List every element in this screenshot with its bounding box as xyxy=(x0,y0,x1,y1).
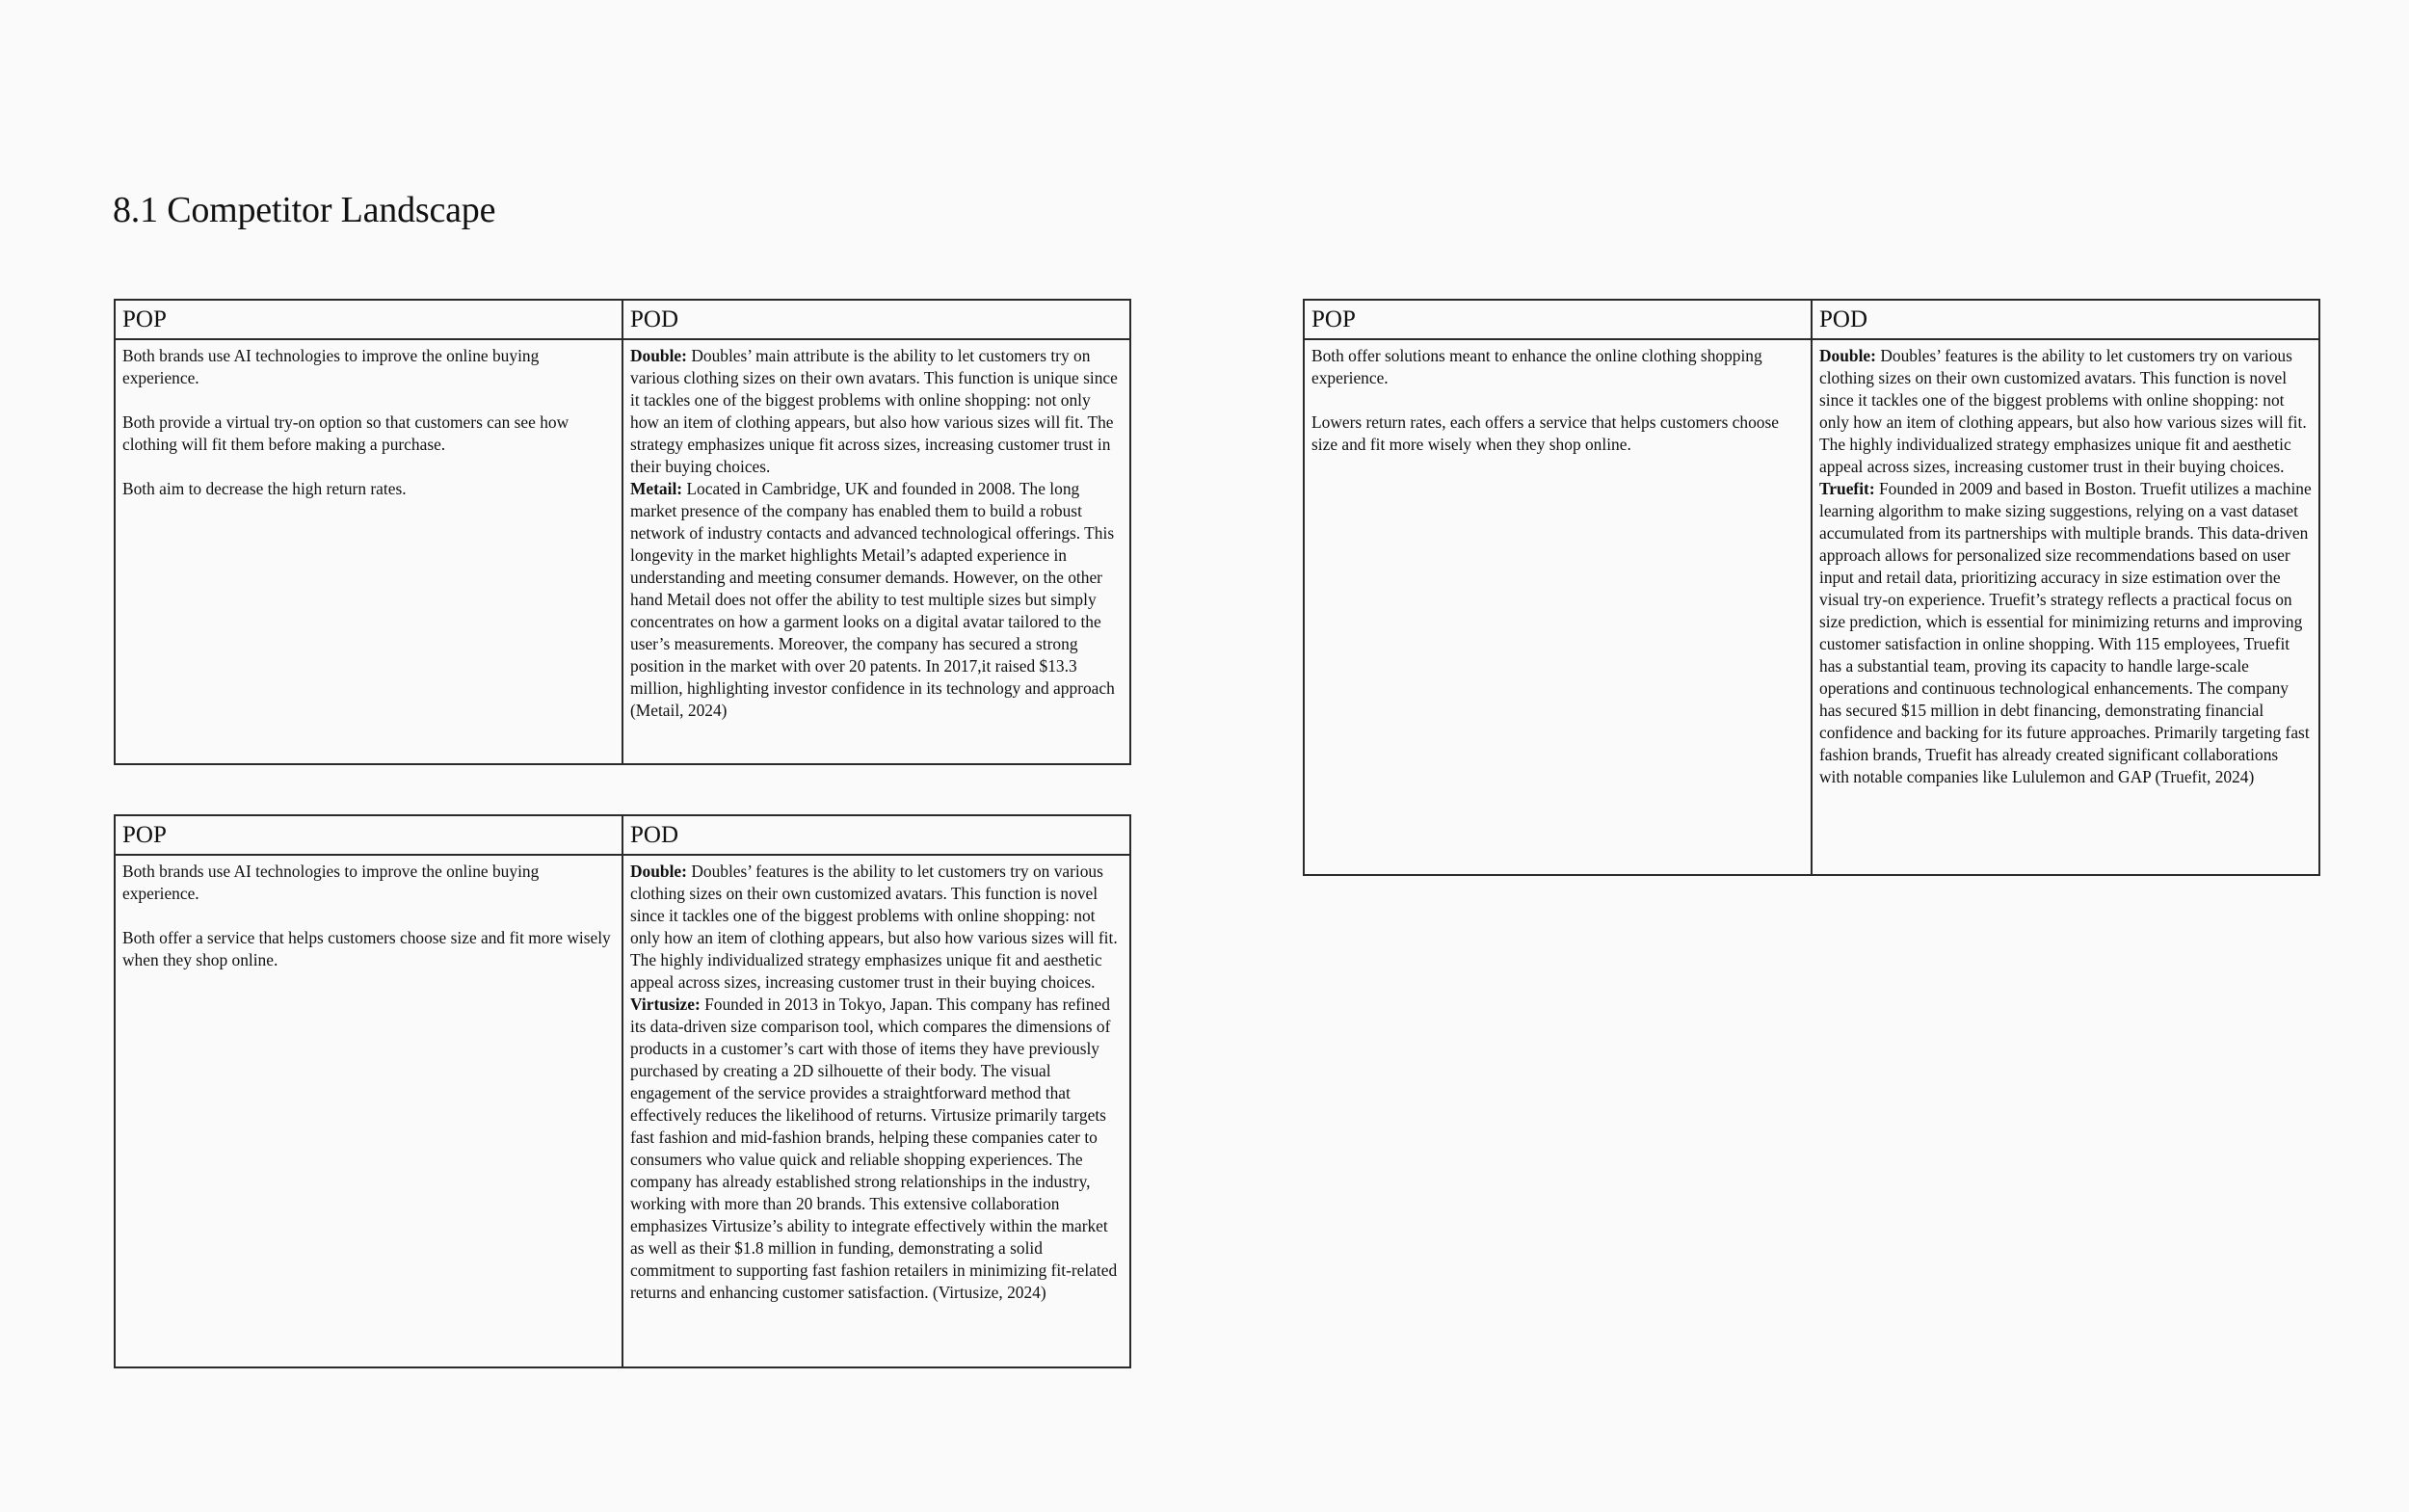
table-header-row xyxy=(115,815,1130,855)
pod-double-text: Doubles’ features is the ability to let customers try on various clothing sizes on their own customized avatars. This function is novel since it tackles one of the biggest problems with online shopping: not only how an item of clothing appears, but also how various sizes will fit. The highly individualized strategy emphasizes unique fit and aesthetic appeal across sizes, increasing customer trust in their buying choices. xyxy=(630,862,1118,992)
pod-double-label: Double: xyxy=(1819,346,1876,365)
pod-competitor-text: Founded in 2013 in Tokyo, Japan. This company has refined its data-driven size comparison tool, which compares the dimensions of products in a customer’s cart with those of items they have previously purchased by creating a 2D silhouette of their body. The visual engagement of the service provides a straightforward method that effectively reduces the likelihood of returns. Virtusize primarily targets fast fashion and mid-fashion brands, helping these companies cater to consumers who value quick and reliable shopping experiences. The company has already established strong relationships in the industry, working with more than 20 brands. This extensive collaboration emphasizes Virtusize’s ability to integrate effectively within the market as well as their $1.8 million in funding, demonstrating a solid commitment to supporting fast fashion retailers in minimizing fit-related returns and enhancing customer satisfaction. (Virtusize, 2024) xyxy=(630,995,1118,1302)
pod-competitor-paragraph xyxy=(630,478,1123,722)
pop-cell xyxy=(115,855,622,1367)
pop-cell xyxy=(1304,339,1812,875)
table-row xyxy=(1304,339,2319,875)
pop-cell xyxy=(115,339,622,764)
pod-double-label: Double: xyxy=(630,862,687,881)
comparison-table-metail xyxy=(114,299,1131,765)
pop-paragraph: Both brands use AI technologies to improve the online buying experience. xyxy=(122,346,540,387)
pod-competitor-paragraph xyxy=(1819,478,2312,788)
pop-paragraph: Both provide a virtual try-on option so that customers can see how clothing will fit them before making a purchase. xyxy=(122,412,569,454)
pod-competitor-paragraph xyxy=(630,994,1123,1304)
pod-competitor-text: Founded in 2009 and based in Boston. Truefit utilizes a machine learning algorithm to make sizing suggestions, relying on a vast dataset accumulated from its partnerships with multiple brands. This data-driven approach allows for personalized size recommendations based on user input and retail data, prioritizing accuracy in size estimation over the visual try-on experience. Truefit’s strategy reflects a practical focus on size prediction, which is essential for minimizing returns and improving customer satisfaction in online shopping. With 115 employees, Truefit has a substantial team, proving its capacity to handle large-scale operations and continuous technological enhancements. The company has secured $15 million in debt financing, demonstrating financial confidence and backing for its future approaches. Primarily targeting fast fashion brands, Truefit has already created significant collaborations with notable companies like Lululemon and GAP (Truefit, 2024) xyxy=(1819,479,2312,786)
pod-double-label: Double: xyxy=(630,346,687,365)
comparison-table-virtusize xyxy=(114,814,1131,1368)
pod-competitor-label: Virtusize: xyxy=(630,995,701,1014)
pop-paragraph: Both offer solutions meant to enhance the online clothing shopping experience. xyxy=(1311,346,1762,387)
page-title: 8.1 Competitor Landscape xyxy=(113,190,496,230)
pod-cell xyxy=(622,339,1130,764)
pod-cell xyxy=(622,855,1130,1367)
pop-header: POP xyxy=(1304,300,1812,339)
pod-double-paragraph xyxy=(630,861,1123,994)
table-header-row xyxy=(1304,300,2319,339)
pod-double-text: Doubles’ features is the ability to let customers try on various clothing sizes on their own customized avatars. This function is novel since it tackles one of the biggest problems with online shopping: not only how an item of clothing appears, but also how various sizes will fit. The highly individualized strategy emphasizes unique fit and aesthetic appeal across sizes, increasing customer trust in their buying choices. xyxy=(1819,346,2307,476)
pod-header: POD xyxy=(622,300,1130,339)
pod-header: POD xyxy=(1812,300,2319,339)
pop-paragraph: Lowers return rates, each offers a service that helps customers choose size and fit more wisely when they shop online. xyxy=(1311,412,1779,454)
table-header-row xyxy=(115,300,1130,339)
pod-header: POD xyxy=(622,815,1130,855)
pod-competitor-label: Truefit: xyxy=(1819,479,1875,498)
pod-double-paragraph xyxy=(630,345,1123,478)
pop-paragraph: Both aim to decrease the high return rates. xyxy=(122,479,407,498)
pop-header: POP xyxy=(115,300,622,339)
pop-header: POP xyxy=(115,815,622,855)
pod-cell xyxy=(1812,339,2319,875)
table-row xyxy=(115,339,1130,764)
table-row xyxy=(115,855,1130,1367)
pod-double-text: Doubles’ main attribute is the ability to let customers try on various clothing sizes on their own avatars. This function is unique since it tackles one of the biggest problems with online shopping: not only how an item of clothing appears, but also how various sizes will fit. The strategy emphasizes unique fit across sizes, increasing customer trust in their buying choices. xyxy=(630,346,1118,476)
pop-paragraph: Both offer a service that helps customers choose size and fit more wisely when they shop online. xyxy=(122,928,611,969)
comparison-table-truefit xyxy=(1303,299,2320,876)
pod-competitor-label: Metail: xyxy=(630,479,683,498)
pop-paragraph: Both brands use AI technologies to improve the online buying experience. xyxy=(122,862,540,903)
pod-competitor-text: Located in Cambridge, UK and founded in 2008. The long market presence of the company has enabled them to build a robust network of industry contacts and advanced technological offerings. This longevity in the market highlights Metail’s adapted experience in understanding and meeting consumer demands. However, on the other hand Metail does not offer the ability to test multiple sizes but simply concentrates on how a garment looks on a digital avatar tailored to the user’s measurements. Moreover, the company has secured a strong position in the market with over 20 patents. In 2017,it raised $13.3 million, highlighting investor confidence in its technology and approach (Metail, 2024) xyxy=(630,479,1115,720)
pod-double-paragraph xyxy=(1819,345,2312,478)
